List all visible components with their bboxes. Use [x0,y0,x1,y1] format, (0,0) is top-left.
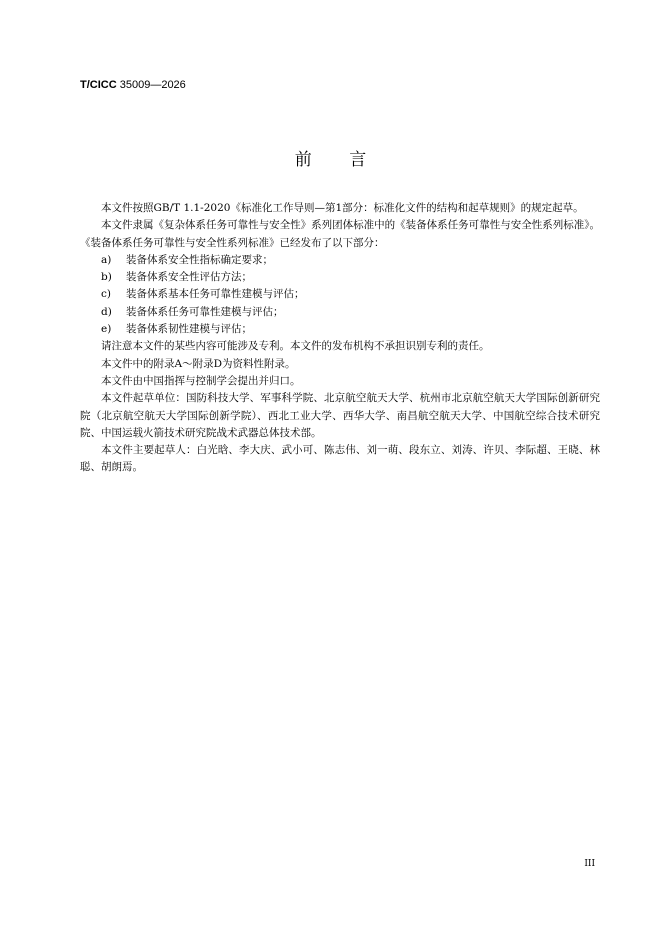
paragraph-proposer: 本文件由中国指挥与控制学会提出并归口。 [101,374,301,387]
list-item-text: 装备体系安全性指标确定要求； [126,253,273,266]
paragraph-drafting-units: 本文件起草单位：国防科技大学、军事科学院、北京航空航天大学、杭州市北京航空航天大学国际创新研究院（北京航空航天大学国际创新学院）、西北工业大学、西华大学、南昌航空航天大学、中国航空综合技术研究院、中国运载火箭技术研究院战术武器总体技术部。 [80,392,600,439]
list-item-text: 装备体系任务可靠性建模与评估； [126,305,284,318]
list-item [80,321,600,338]
paragraph-patent-notice: 请注意本文件的某些内容可能涉及专利。本文件的发布机构不承担识别专利的责任。 [101,340,490,353]
document-code-prefix: T/CICC [80,79,117,91]
list-item-marker: d) [101,305,112,318]
paragraph-appendix-note: 本文件中的附录A～附录D为资料性附录。 [101,357,296,370]
document-code [80,78,186,92]
list-item [80,286,600,303]
page-number: III [584,859,595,869]
paragraph-series-membership: 本文件隶属《复杂体系任务可靠性与安全性》系列团体标准中的《装备体系任务可靠性与安全性系列标准》。《装备体系任务可靠性与安全性系列标准》已经发布了以下部分： [80,219,600,249]
paragraph-drafting-rules: 本文件按照GB/T 1.1-2020《标准化工作导则—第1部分：标准化文件的结构和起草规则》的规定起草。 [101,202,584,214]
list-item-text: 装备体系基本任务可靠性建模与评估； [126,288,305,301]
list-item-text: 装备体系安全性评估方法； [126,271,252,284]
published-parts-list [80,252,600,338]
list-item [80,269,600,286]
paragraph-drafters: 本文件主要起草人：白光晗、李大庆、武小可、陈志伟、刘一萌、段东立、刘涛、许贝、李际超、王晓、林聪、胡朗焉。 [80,444,600,474]
list-item [80,304,600,321]
list-item-marker: e) [101,323,112,336]
document-code-number: 35009—2026 [119,79,186,91]
list-item-marker: c) [101,288,111,301]
list-item-text: 装备体系韧性建模与评估； [126,323,252,336]
foreword-body [80,200,600,477]
list-item [80,252,600,269]
list-item-marker: a) [101,253,112,266]
page-title: 前 言 [294,150,368,170]
list-item-marker: b) [101,271,112,284]
